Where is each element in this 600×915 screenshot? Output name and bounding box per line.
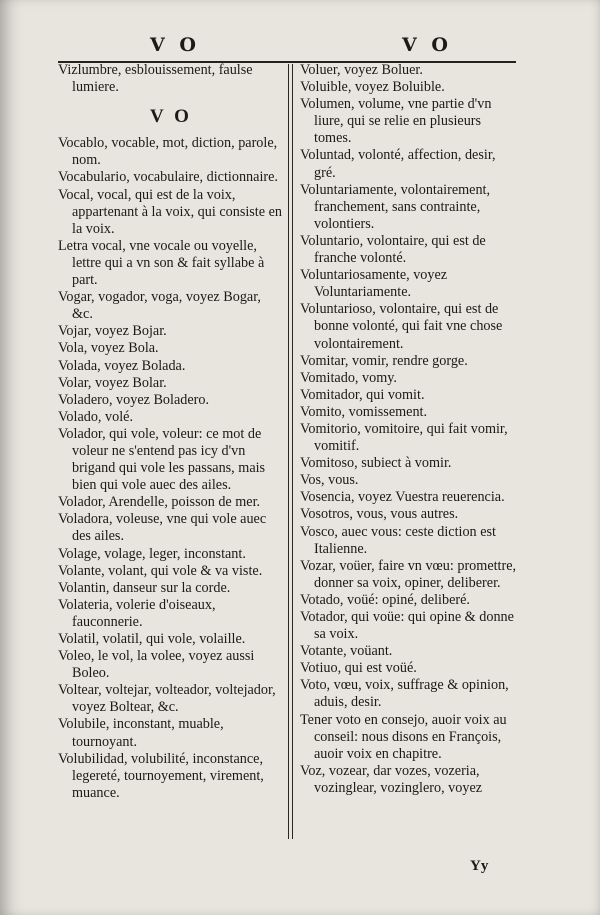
dictionary-entry: Tener voto en consejo, auoir voix au conseil: nous disons en François, auoir voix en chapitre.: [300, 711, 507, 762]
dictionary-entry: Volantin, danseur sur la corde.: [58, 579, 231, 596]
dictionary-entry: Votante, voüant.: [300, 643, 393, 660]
dictionary-entry: Vomitoso, subiect à vomir.: [300, 455, 452, 472]
running-head-right: V O: [402, 34, 452, 56]
dictionary-entry: Vomitador, qui vomit.: [300, 386, 425, 403]
dictionary-entry: Volumen, volume, vne partie d'vn liure, qui se relie en plusieurs tomes.: [300, 96, 492, 147]
dictionary-entry: Letra vocal, vne vocale ou voyelle, lettre qui a vn son & fait syllabe à part.: [58, 237, 265, 289]
dictionary-entry: Vosco, auec vous: ceste diction est Italienne.: [300, 523, 496, 557]
dictionary-entry: Volar, voyez Bolar.: [58, 374, 167, 391]
dictionary-entry: Vos, vous.: [300, 472, 359, 489]
dictionary-entry: Voluer, voyez Boluer.: [300, 62, 423, 78]
dictionary-entry: Vomitorio, vomitoire, qui fait vomir, vomitif.: [300, 420, 508, 455]
section-heading: V O: [150, 106, 192, 128]
dictionary-entry: Voto, vœu, voix, suffrage & opinion, aduis, desir.: [300, 677, 509, 711]
dictionary-entry: Vocablo, vocable, mot, diction, parole, nom.: [58, 135, 278, 169]
dictionary-entry: Vozar, voüer, faire vn vœu: promettre, donner sa voix, opiner, deliberer.: [300, 557, 517, 591]
dictionary-entry: Vizlumbre, esblouissement, faulse lumiere.: [58, 62, 253, 96]
left-column: [58, 62, 284, 802]
dictionary-entry: Volubilidad, volubilité, inconstance, legereté, tournoyement, virement, muance.: [58, 750, 264, 801]
running-head-left: V O: [150, 34, 200, 56]
dictionary-entry: Voleo, le vol, la volee, voyez aussi Boleo.: [58, 648, 255, 682]
dictionary-entry: Volatil, volatil, qui vole, volaille.: [58, 631, 246, 647]
catchword: Yy: [470, 858, 489, 874]
dictionary-entry: Vomito, vomissement.: [300, 403, 428, 420]
dictionary-entry: Voltear, voltejar, volteador, voltejador, voyez Boltear, &c.: [58, 682, 276, 716]
dictionary-entry: Vojar, voyez Bojar.: [58, 323, 167, 340]
dictionary-entry: Vomitar, vomir, rendre gorge.: [300, 352, 468, 369]
dictionary-entry: Volubile, inconstant, muable, tournoyant.: [58, 716, 224, 750]
column-divider: [288, 64, 289, 839]
dictionary-entry: Voladora, voleuse, vne qui vole auec des ailes.: [58, 511, 267, 545]
dictionary-entry: Vogar, vogador, voga, voyez Bogar, &c.: [58, 289, 261, 323]
dictionary-entry: Vomitado, vomy.: [300, 369, 397, 386]
dictionary-entry: Voluntariamente, volontairement, franchement, sans contrainte, volontiers.: [300, 181, 491, 232]
dictionary-entry: Vosencia, voyez Vuestra reuerencia.: [300, 489, 505, 506]
dictionary-entry: Voluntario, volontaire, qui est de franche volonté.: [300, 232, 486, 267]
dictionary-entry: Vola, voyez Bola.: [58, 340, 159, 357]
dictionary-entry: Volador, Arendelle, poisson de mer.: [58, 494, 261, 511]
dictionary-entry: Volador, qui vole, voleur: ce mot de voleur ne s'entend pas icy d'vn brigand qui vole les passans, mais bien qui vole auec des ailes.: [58, 425, 266, 494]
dictionary-entry: Volateria, volerie d'oiseaux, fauconnerie.: [58, 596, 216, 630]
dictionary-entry: Voluntad, volonté, affection, desir, gré.: [300, 147, 496, 181]
right-column: [300, 62, 518, 797]
dictionary-entry: Voz, vozear, dar vozes, vozeria, vozinglear, vozinglero, voyez: [300, 762, 483, 796]
dictionary-entry: Voluntarioso, volontaire, qui est de bonne volonté, qui fait vne chose volontairement.: [300, 301, 503, 352]
dictionary-entry: Vocal, vocal, qui est de la voix, appartenant à la voix, qui consiste en la voix.: [58, 186, 282, 237]
dictionary-entry: Volante, volant, qui vole & va viste.: [58, 562, 263, 579]
dictionary-entry: Voluible, voyez Boluible.: [300, 79, 445, 96]
dictionary-entry: Votiuo, qui est voüé.: [300, 660, 417, 677]
dictionary-entry: Votado, voüé: opiné, deliberé.: [300, 591, 470, 608]
dictionary-entry: Voladero, voyez Boladero.: [58, 391, 210, 408]
dictionary-entry: Volado, volé.: [58, 408, 134, 425]
dictionary-entry: Votador, qui voüe: qui opine & donne sa voix.: [300, 609, 514, 643]
dictionary-entry: Voluntariosamente, voyez Voluntariamente.: [300, 267, 448, 301]
dictionary-entry: Volage, volage, leger, inconstant.: [58, 545, 246, 562]
column-divider-inner: [292, 64, 293, 839]
dictionary-entry: Vosotros, vous, vous autres.: [300, 506, 459, 523]
dictionary-entry: Vocabulario, vocabulaire, dictionnaire.: [58, 169, 278, 186]
dictionary-entry: Volada, voyez Bolada.: [58, 357, 186, 374]
